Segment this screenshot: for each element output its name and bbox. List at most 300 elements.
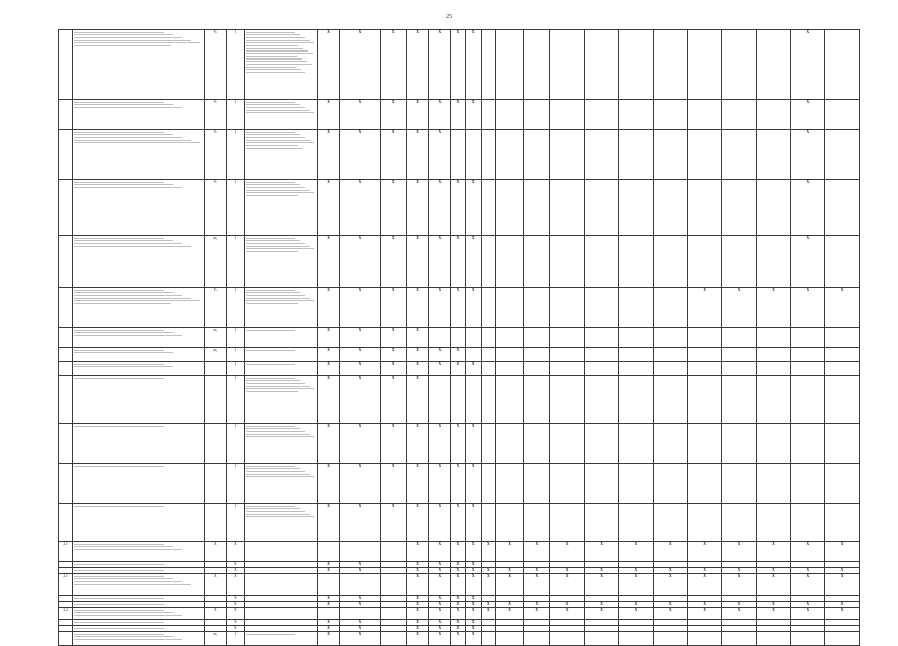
value-cell <box>584 328 618 348</box>
value-cell <box>722 464 756 504</box>
value-cell: Х <box>406 542 428 562</box>
unit-cell: % <box>204 180 226 236</box>
base-value-cell: Х <box>226 620 244 626</box>
value-cell: Х <box>406 602 428 608</box>
base-value-cell: Х <box>226 602 244 608</box>
value-cell: Х <box>406 596 428 602</box>
row-number-cell: 2.1 <box>59 574 73 596</box>
value-cell: Х <box>495 574 523 596</box>
value-cell <box>524 100 550 130</box>
value-cell <box>653 632 687 646</box>
value-cell: Х <box>791 100 825 130</box>
value-cell <box>524 180 550 236</box>
value-cell: Х <box>791 30 825 100</box>
table-row <box>59 180 860 236</box>
unit-cell: % <box>204 100 226 130</box>
value-cell <box>687 632 721 646</box>
value-cell <box>791 632 825 646</box>
value-cell: Х <box>317 626 339 632</box>
value-cell: Х <box>429 30 451 100</box>
row-number-cell <box>59 424 73 464</box>
value-cell <box>550 504 584 542</box>
value-cell <box>722 100 756 130</box>
value-cell: Х <box>429 602 451 608</box>
value-cell: Х <box>756 574 790 596</box>
value-cell <box>524 130 550 180</box>
source-description-cell <box>245 362 318 376</box>
value-cell <box>550 376 584 424</box>
table-row <box>59 30 860 100</box>
value-cell <box>687 180 721 236</box>
source-description-cell <box>245 542 318 562</box>
value-cell <box>756 504 790 542</box>
value-cell <box>687 362 721 376</box>
row-number-cell <box>59 376 73 424</box>
value-cell <box>451 376 465 424</box>
row-number-cell <box>59 464 73 504</box>
value-cell: Х <box>653 602 687 608</box>
base-value-cell: Х <box>226 626 244 632</box>
value-cell <box>653 130 687 180</box>
value-cell <box>687 236 721 288</box>
indicator-name-cell <box>73 376 204 424</box>
value-cell: Х <box>340 596 380 602</box>
value-cell: Х <box>380 288 406 328</box>
value-cell: Х <box>791 542 825 562</box>
value-cell: Х <box>451 180 465 236</box>
value-cell: Х <box>406 632 428 646</box>
value-cell <box>380 574 406 596</box>
value-cell <box>825 348 860 362</box>
base-value-cell: 1 <box>226 328 244 348</box>
value-cell: Х <box>481 568 495 574</box>
value-cell <box>584 288 618 328</box>
value-cell: Х <box>451 542 465 562</box>
value-cell: Х <box>619 608 653 620</box>
value-cell <box>550 30 584 100</box>
value-cell: Х <box>756 602 790 608</box>
value-cell <box>584 100 618 130</box>
value-cell: Х <box>406 608 428 620</box>
table-body <box>59 30 860 646</box>
row-number-cell <box>59 328 73 348</box>
value-cell <box>687 424 721 464</box>
value-cell: Х <box>317 562 339 568</box>
value-cell <box>550 362 584 376</box>
unit-cell: Х <box>204 542 226 562</box>
value-cell <box>550 348 584 362</box>
base-value-cell: 1 <box>226 376 244 424</box>
value-cell: Х <box>451 288 465 328</box>
value-cell: Х <box>317 348 339 362</box>
value-cell: Х <box>524 574 550 596</box>
value-cell: Х <box>429 348 451 362</box>
value-cell <box>825 362 860 376</box>
value-cell: Х <box>481 542 495 562</box>
value-cell <box>619 504 653 542</box>
source-description-cell <box>245 130 318 180</box>
value-cell <box>451 328 465 348</box>
table-row <box>59 504 860 542</box>
base-value-cell: Х <box>226 574 244 596</box>
value-cell: Х <box>550 602 584 608</box>
value-cell: Х <box>495 608 523 620</box>
source-description-cell <box>245 288 318 328</box>
value-cell <box>481 362 495 376</box>
value-cell <box>524 30 550 100</box>
indicator-name-cell <box>73 608 204 620</box>
value-cell: Х <box>380 100 406 130</box>
value-cell: Х <box>340 626 380 632</box>
value-cell: Х <box>451 424 465 464</box>
value-cell <box>825 30 860 100</box>
value-cell <box>756 328 790 348</box>
value-cell <box>380 632 406 646</box>
base-value-cell: Х <box>226 542 244 562</box>
value-cell <box>791 504 825 542</box>
value-cell <box>619 100 653 130</box>
value-cell <box>653 464 687 504</box>
value-cell: Х <box>406 626 428 632</box>
source-description-cell <box>245 376 318 424</box>
value-cell <box>524 376 550 424</box>
value-cell <box>619 288 653 328</box>
value-cell: Х <box>317 602 339 608</box>
indicator-name-cell <box>73 130 204 180</box>
base-value-cell: 1 <box>226 362 244 376</box>
value-cell <box>524 632 550 646</box>
value-cell: Х <box>791 130 825 180</box>
unit-cell <box>204 504 226 542</box>
value-cell: Х <box>451 626 465 632</box>
table-row <box>59 328 860 348</box>
value-cell: Х <box>825 568 860 574</box>
value-cell: Х <box>340 562 380 568</box>
value-cell <box>481 100 495 130</box>
value-cell <box>619 30 653 100</box>
value-cell: Х <box>406 362 428 376</box>
value-cell <box>687 100 721 130</box>
value-cell: Х <box>380 236 406 288</box>
value-cell: Х <box>465 620 481 626</box>
value-cell: Х <box>825 542 860 562</box>
value-cell: Х <box>317 130 339 180</box>
unit-cell: % <box>204 288 226 328</box>
value-cell: Х <box>406 376 428 424</box>
value-cell <box>340 542 380 562</box>
value-cell <box>722 348 756 362</box>
table-row <box>59 348 860 362</box>
base-value-cell: 1 <box>226 504 244 542</box>
value-cell <box>619 632 653 646</box>
value-cell <box>722 376 756 424</box>
value-cell <box>756 464 790 504</box>
value-cell: Х <box>406 236 428 288</box>
value-cell <box>825 328 860 348</box>
value-cell: Х <box>451 596 465 602</box>
unit-cell: Х <box>204 608 226 620</box>
value-cell <box>340 574 380 596</box>
value-cell <box>550 130 584 180</box>
value-cell: Х <box>380 348 406 362</box>
value-cell <box>619 376 653 424</box>
value-cell <box>495 100 523 130</box>
value-cell <box>584 376 618 424</box>
value-cell: Х <box>465 608 481 620</box>
value-cell: Х <box>340 348 380 362</box>
value-cell: Х <box>406 424 428 464</box>
value-cell: Х <box>317 596 339 602</box>
value-cell <box>524 464 550 504</box>
value-cell: Х <box>317 100 339 130</box>
value-cell <box>687 464 721 504</box>
value-cell <box>550 632 584 646</box>
value-cell <box>791 464 825 504</box>
value-cell <box>722 504 756 542</box>
value-cell: Х <box>406 464 428 504</box>
value-cell <box>825 424 860 464</box>
base-value-cell: 1 <box>226 180 244 236</box>
indicator-name-cell <box>73 542 204 562</box>
value-cell <box>550 288 584 328</box>
source-description-cell <box>245 574 318 596</box>
value-cell: Х <box>653 608 687 620</box>
value-cell: Х <box>380 424 406 464</box>
value-cell: Х <box>465 562 481 568</box>
value-cell <box>465 348 481 362</box>
value-cell: Х <box>722 608 756 620</box>
value-cell: Х <box>406 100 428 130</box>
value-cell: Х <box>451 30 465 100</box>
value-cell: Х <box>687 568 721 574</box>
value-cell <box>756 348 790 362</box>
value-cell <box>619 130 653 180</box>
value-cell <box>825 180 860 236</box>
unit-cell: % <box>204 30 226 100</box>
value-cell: Х <box>451 608 465 620</box>
value-cell: Х <box>429 362 451 376</box>
value-cell: Х <box>722 602 756 608</box>
value-cell <box>317 574 339 596</box>
value-cell <box>825 632 860 646</box>
value-cell <box>495 288 523 328</box>
value-cell <box>653 288 687 328</box>
value-cell: Х <box>451 602 465 608</box>
table-row <box>59 288 860 328</box>
value-cell: Х <box>481 608 495 620</box>
value-cell <box>584 348 618 362</box>
value-cell <box>584 362 618 376</box>
value-cell <box>722 130 756 180</box>
value-cell <box>653 362 687 376</box>
base-value-cell: 1 <box>226 30 244 100</box>
value-cell: Х <box>687 608 721 620</box>
value-cell <box>550 328 584 348</box>
value-cell: Х <box>340 504 380 542</box>
value-cell: Х <box>429 100 451 130</box>
value-cell: Х <box>584 608 618 620</box>
value-cell <box>550 100 584 130</box>
value-cell <box>825 464 860 504</box>
value-cell: Х <box>317 424 339 464</box>
value-cell <box>481 328 495 348</box>
value-cell: Х <box>619 602 653 608</box>
value-cell <box>756 180 790 236</box>
value-cell <box>791 328 825 348</box>
base-value-cell: Х <box>226 562 244 568</box>
table-row <box>59 100 860 130</box>
table-row <box>59 464 860 504</box>
value-cell: Х <box>429 236 451 288</box>
value-cell: Х <box>825 288 860 328</box>
value-cell: Х <box>550 608 584 620</box>
row-number-cell <box>59 504 73 542</box>
value-cell <box>756 632 790 646</box>
value-cell <box>619 236 653 288</box>
value-cell <box>756 30 790 100</box>
value-cell: Х <box>465 602 481 608</box>
value-cell <box>380 608 406 620</box>
value-cell: Х <box>584 542 618 562</box>
value-cell: Х <box>340 620 380 626</box>
unit-cell: ед. <box>204 632 226 646</box>
source-description-cell <box>245 424 318 464</box>
value-cell: Х <box>406 288 428 328</box>
value-cell <box>524 348 550 362</box>
value-cell <box>791 348 825 362</box>
table-row <box>59 236 860 288</box>
value-cell: Х <box>429 568 451 574</box>
source-description-cell <box>245 328 318 348</box>
value-cell <box>756 236 790 288</box>
value-cell <box>495 464 523 504</box>
indicator-name-cell <box>73 236 204 288</box>
value-cell <box>465 130 481 180</box>
value-cell <box>524 288 550 328</box>
base-value-cell: 1 <box>226 130 244 180</box>
value-cell <box>481 236 495 288</box>
value-cell <box>791 362 825 376</box>
value-cell <box>653 424 687 464</box>
value-cell: Х <box>340 632 380 646</box>
table-row <box>59 376 860 424</box>
value-cell <box>687 130 721 180</box>
value-cell <box>791 376 825 424</box>
value-cell: Х <box>619 574 653 596</box>
value-cell <box>317 608 339 620</box>
value-cell: Х <box>451 362 465 376</box>
value-cell <box>481 288 495 328</box>
indicator-name-cell <box>73 504 204 542</box>
value-cell: Х <box>340 424 380 464</box>
value-cell <box>340 608 380 620</box>
unit-cell <box>204 376 226 424</box>
value-cell: Х <box>380 464 406 504</box>
value-cell: Х <box>481 602 495 608</box>
value-cell <box>825 100 860 130</box>
value-cell <box>380 542 406 562</box>
value-cell: Х <box>465 504 481 542</box>
base-value-cell: 1 <box>226 632 244 646</box>
value-cell <box>687 504 721 542</box>
value-cell <box>584 504 618 542</box>
value-cell: Х <box>465 362 481 376</box>
value-cell: Х <box>687 542 721 562</box>
value-cell <box>653 504 687 542</box>
value-cell: Х <box>429 608 451 620</box>
value-cell: Х <box>317 504 339 542</box>
value-cell <box>619 464 653 504</box>
value-cell <box>722 632 756 646</box>
value-cell: Х <box>451 236 465 288</box>
unit-cell <box>204 424 226 464</box>
table-row <box>59 542 860 562</box>
unit-cell: Х <box>204 574 226 596</box>
value-cell <box>619 328 653 348</box>
value-cell: Х <box>791 288 825 328</box>
row-number-cell <box>59 632 73 646</box>
value-cell <box>465 376 481 424</box>
value-cell <box>619 180 653 236</box>
value-cell: Х <box>340 288 380 328</box>
value-cell <box>481 130 495 180</box>
value-cell: Х <box>791 608 825 620</box>
source-description-cell <box>245 504 318 542</box>
value-cell: Х <box>687 288 721 328</box>
value-cell <box>524 504 550 542</box>
value-cell: Х <box>465 424 481 464</box>
indicator-name-cell <box>73 632 204 646</box>
value-cell <box>653 376 687 424</box>
value-cell: Х <box>791 236 825 288</box>
source-description-cell <box>245 180 318 236</box>
value-cell: Х <box>584 574 618 596</box>
value-cell: Х <box>687 574 721 596</box>
value-cell <box>619 362 653 376</box>
value-cell <box>550 424 584 464</box>
value-cell <box>481 180 495 236</box>
value-cell <box>653 30 687 100</box>
value-cell: Х <box>317 464 339 504</box>
row-number-cell <box>59 100 73 130</box>
source-description-cell <box>245 632 318 646</box>
value-cell: Х <box>584 602 618 608</box>
value-cell <box>481 504 495 542</box>
page-number: 25 <box>446 14 452 20</box>
value-cell: Х <box>465 180 481 236</box>
row-number-cell <box>59 30 73 100</box>
value-cell: Х <box>756 288 790 328</box>
indicator-table <box>58 29 860 646</box>
value-cell <box>495 376 523 424</box>
value-cell <box>687 328 721 348</box>
value-cell <box>825 236 860 288</box>
value-cell <box>481 424 495 464</box>
value-cell <box>825 130 860 180</box>
value-cell: Х <box>406 130 428 180</box>
value-cell: Х <box>722 568 756 574</box>
value-cell <box>687 348 721 362</box>
unit-cell: % <box>204 130 226 180</box>
unit-cell: ед. <box>204 236 226 288</box>
indicator-name-cell <box>73 30 204 100</box>
value-cell <box>429 376 451 424</box>
value-cell: Х <box>722 288 756 328</box>
value-cell: Х <box>340 362 380 376</box>
indicator-name-cell <box>73 100 204 130</box>
value-cell <box>495 180 523 236</box>
value-cell <box>495 130 523 180</box>
